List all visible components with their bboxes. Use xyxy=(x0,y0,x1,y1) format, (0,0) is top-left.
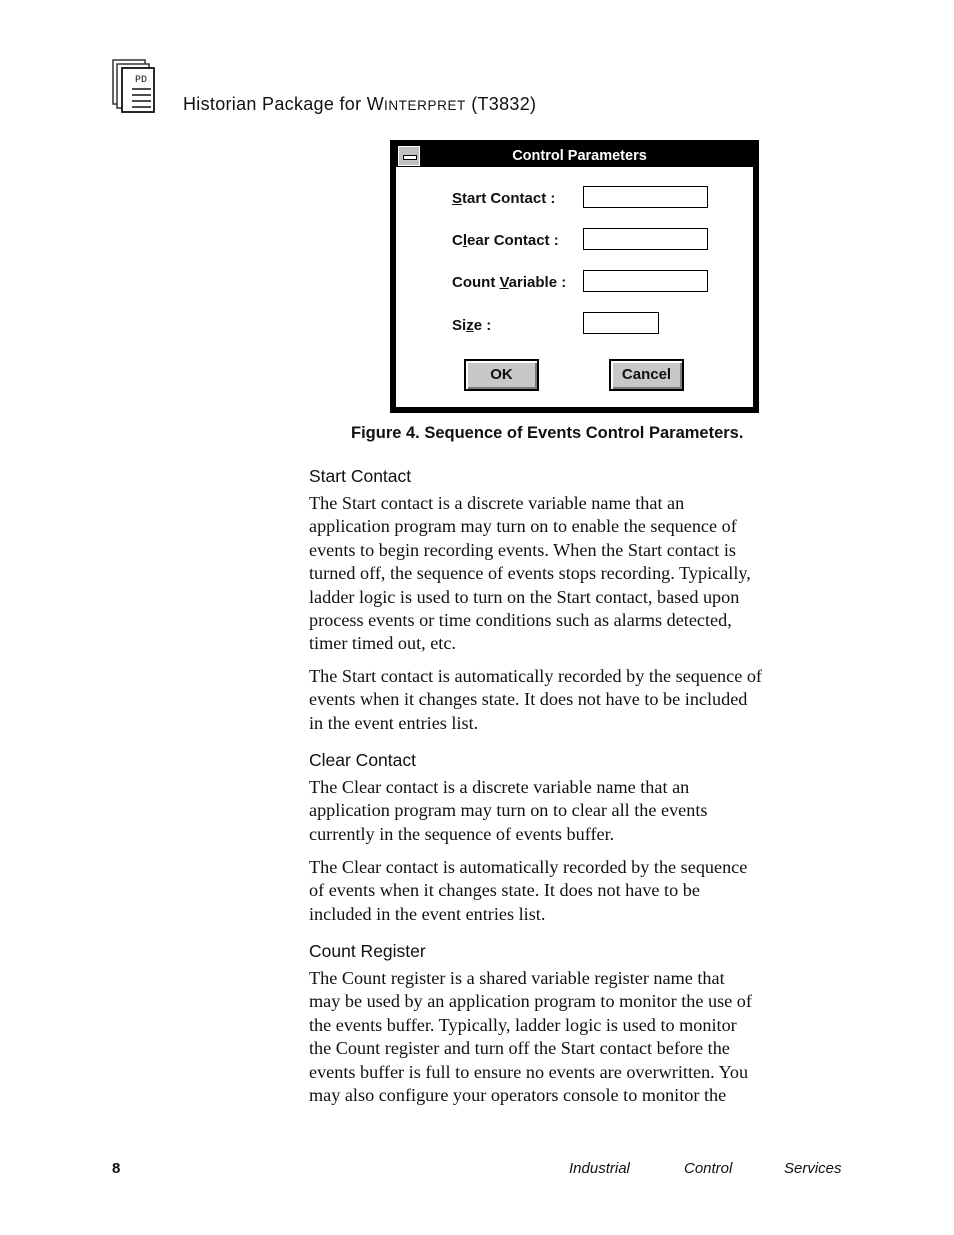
control-parameters-dialog xyxy=(390,140,759,413)
footer-word: Control xyxy=(684,1160,733,1177)
section-heading-clear-contact: Clear Contact xyxy=(309,750,416,770)
footer-word: Industrial xyxy=(569,1160,630,1177)
system-menu-icon[interactable] xyxy=(398,146,420,166)
paragraph: The Count register is a shared variable register name that may be used by an application program to monitor the use of the events buffer. Typically, ladder logic is used to monitor the Count register and turn off the Start contact before the events buffer is full to ensure no events are overwritten. You may also configure your operators console to monitor the xyxy=(309,968,752,1106)
figure-caption: Figure 4. Sequence of Events Control Parameters. xyxy=(351,424,744,442)
header-title-suffix: (T3832) xyxy=(465,94,537,114)
section-heading-count-register: Count Register xyxy=(309,941,426,961)
header-title-smallcaps: INTERPRET xyxy=(383,98,466,113)
header-title-prefix: Historian Package for xyxy=(183,94,367,114)
clear-contact-field[interactable] xyxy=(583,228,708,250)
header-title-initial: W xyxy=(366,94,384,114)
document-logo-icon xyxy=(112,58,156,114)
ok-button[interactable]: OK xyxy=(464,359,539,391)
count-variable-label: Count Variable : xyxy=(452,274,567,291)
paragraph: The Start contact is a discrete variable name that an application program may turn on to enable the sequence of events to begin recording events. When the Start contact is turned off, the sequence of events stops recording. Typically, ladder logic is used to turn on the Start contact, based upon process events or time conditions such as alarms detected, timer timed out, etc. xyxy=(309,493,751,654)
section-heading-start-contact: Start Contact xyxy=(309,466,412,486)
dialog-titlebar xyxy=(396,145,753,167)
running-header xyxy=(183,94,536,115)
cancel-button[interactable]: Cancel xyxy=(609,359,684,391)
size-field[interactable] xyxy=(583,312,659,334)
footer-word: Services xyxy=(784,1160,842,1177)
paragraph: The Clear contact is automatically recorded by the sequence of events when it changes state. It does not have to be included in the event entries list. xyxy=(309,857,748,924)
size-label: Size : xyxy=(452,317,492,334)
paragraph: The Clear contact is a discrete variable name that an application program may turn on to clear all the events currently in the sequence of events buffer. xyxy=(309,777,708,844)
count-variable-field[interactable] xyxy=(583,270,708,292)
start-contact-label: Start Contact : xyxy=(452,190,556,207)
logo-text: PD xyxy=(135,75,148,86)
paragraph: The Start contact is automatically recorded by the sequence of events when it changes state. It does not have to be included in the event entries list. xyxy=(309,666,762,733)
page-number: 8 xyxy=(112,1160,121,1177)
clear-contact-label: Clear Contact : xyxy=(452,232,559,249)
start-contact-field[interactable] xyxy=(583,186,708,208)
dialog-title: Control Parameters xyxy=(512,148,647,164)
